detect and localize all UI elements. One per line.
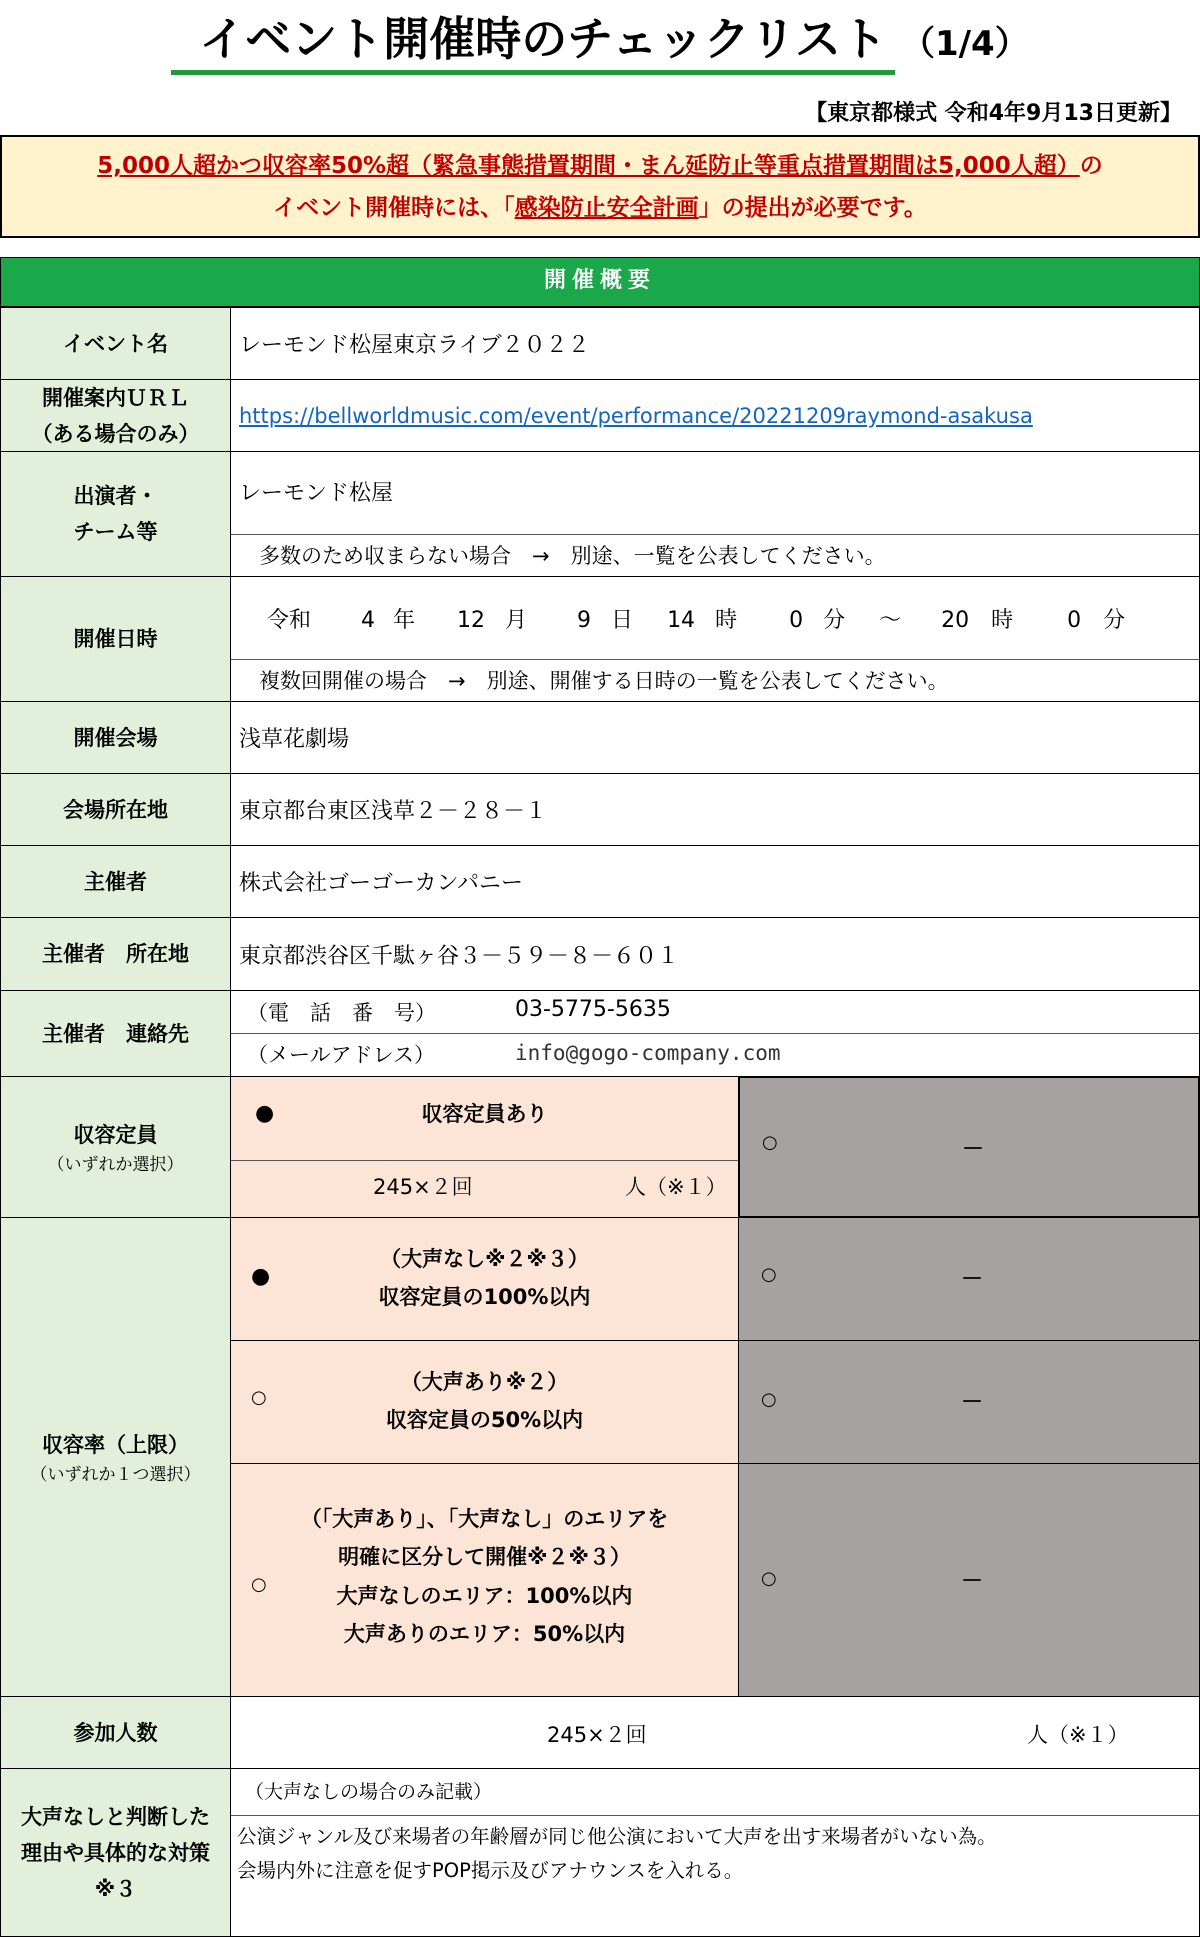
- rate-option-loud[interactable]: [230, 1340, 739, 1464]
- notice-line2-pre: イベント開催時には、「: [273, 195, 515, 221]
- phone-value: 03-5775-5635: [515, 997, 671, 1022]
- label-venue-address: 会場所在地: [0, 773, 231, 846]
- datetime-cell: [230, 576, 1200, 702]
- event-name-value: レーモンド松屋東京ライブ２０２２: [230, 307, 1200, 380]
- radio-icon: ○: [761, 1568, 777, 1589]
- title-text: イベント開催時のチェックリスト: [171, 10, 895, 75]
- venue-address-value: 東京都台東区浅草２－２８－１: [230, 773, 1200, 846]
- radio-icon: ○: [251, 1387, 267, 1408]
- contact-cell: [230, 990, 1200, 1077]
- rate-loud-line1: （大声あり※２）: [400, 1370, 569, 1394]
- updated-label: 【東京都様式 令和4年9月13日更新】: [805, 101, 1182, 126]
- organizer-address-value: 東京都渋谷区千駄ヶ谷３－５９－８－６０１: [230, 917, 1200, 991]
- mail-label: （メールアドレス）: [247, 1043, 435, 1067]
- rate-quiet-dash: －: [961, 1267, 984, 1292]
- rate-option-quiet[interactable]: [230, 1217, 739, 1341]
- performer-value: レーモンド松屋: [239, 481, 394, 506]
- participants-cell: [230, 1696, 1200, 1769]
- rate-mixed-line3: 大声なしのエリア：100%以内: [336, 1584, 633, 1608]
- rate-loud-line2: 収容定員の50%以内: [385, 1408, 584, 1432]
- url-cell: [230, 379, 1200, 452]
- page-indicator: （1/4）: [900, 24, 1029, 64]
- rate-loud-dash: －: [961, 1390, 984, 1415]
- label-capacity: 収容定員 （いずれか選択）: [0, 1076, 231, 1218]
- selected-radio-icon: ●: [251, 1264, 271, 1289]
- radio-icon: ○: [762, 1132, 778, 1153]
- mail-value: info@gogo-company.com: [515, 1041, 781, 1065]
- notice-box: [0, 135, 1200, 238]
- label-event-name: イベント名: [0, 307, 231, 380]
- datetime-note: 複数回開催の場合 → 別途、開催する日時の一覧を公表してください。: [259, 669, 949, 693]
- reason-line2: 会場内外に注意を促すPOP掲示及びアナウンスを入れる。: [237, 1859, 744, 1882]
- label-performer: 出演者・ チーム等: [0, 451, 231, 577]
- datetime-line: 令和 4 年 12 月 9 日 14 時 0 分 ～ 20 時 0 分: [267, 608, 1126, 633]
- capacity-option-other[interactable]: [738, 1076, 1200, 1218]
- reason-note: （大声なしの場合のみ記載）: [245, 1781, 493, 1803]
- radio-icon: ○: [761, 1389, 777, 1410]
- notice-line1-tail: の: [1079, 153, 1103, 179]
- capacity-other-dash: －: [962, 1137, 985, 1162]
- capacity-unit: 人（※１）: [625, 1175, 727, 1199]
- capacity-option-yes[interactable]: [230, 1076, 739, 1218]
- rate-mixed-right: [738, 1463, 1200, 1697]
- label-reason: 大声なしと判断した 理由や具体的な対策 ※３: [0, 1768, 231, 1937]
- label-rate: 収容率（上限） （いずれか１つ選択）: [0, 1217, 231, 1697]
- label-organizer-address: 主催者 所在地: [0, 917, 231, 991]
- rate-mixed-line1: （「大声あり」、「大声なし」のエリアを: [300, 1507, 669, 1531]
- rate-quiet-line2: 収容定員の100%以内: [378, 1285, 591, 1309]
- rate-loud-right: [738, 1340, 1200, 1464]
- page-title: [0, 10, 1200, 75]
- performer-note: 多数のため収まらない場合 → 別途、一覧を公表してください。: [259, 544, 886, 568]
- notice-plan-link[interactable]: 感染防止安全計画: [514, 195, 699, 221]
- event-url-link[interactable]: https://bellworldmusic.com/event/performance/20221209raymond-asakusa: [239, 403, 1033, 428]
- rate-mixed-line2: 明確に区分して開催※２※３）: [338, 1545, 631, 1569]
- rate-quiet-line1: （大声なし※２※３）: [380, 1247, 589, 1271]
- label-participants: 参加人数: [0, 1696, 231, 1769]
- label-contact: 主催者 連絡先: [0, 990, 231, 1077]
- label-datetime: 開催日時: [0, 576, 231, 702]
- rate-mixed-dash: －: [961, 1569, 984, 1594]
- reason-line1: 公演ジャンル及び来場者の年齢層が同じ他公演において大声を出す来場者がいない為。: [237, 1825, 997, 1848]
- label-organizer: 主催者: [0, 845, 231, 918]
- participants-value: 245×２回: [547, 1723, 647, 1747]
- capacity-value: 245×２回: [373, 1175, 473, 1199]
- rate-quiet-right: [738, 1217, 1200, 1341]
- organizer-value: 株式会社ゴーゴーカンパニー: [230, 845, 1200, 918]
- rate-mixed-line4: 大声ありのエリア：50%以内: [343, 1622, 626, 1646]
- participants-unit: 人（※１）: [1027, 1723, 1129, 1747]
- rate-option-mixed[interactable]: [230, 1463, 739, 1697]
- selected-radio-icon: ●: [255, 1101, 275, 1126]
- performer-cell: [230, 451, 1200, 577]
- reason-cell: [230, 1768, 1200, 1937]
- notice-line2-post: 」の提出が必要です。: [698, 195, 927, 221]
- capacity-yes-label: 収容定員あり: [421, 1102, 548, 1126]
- label-url: 開催案内ＵＲＬ （ある場合のみ）: [0, 379, 231, 452]
- section-header: 開催概要: [0, 257, 1200, 307]
- radio-icon: ○: [761, 1264, 777, 1285]
- venue-value: 浅草花劇場: [230, 701, 1200, 774]
- label-venue: 開催会場: [0, 701, 231, 774]
- radio-icon: ○: [251, 1574, 267, 1595]
- notice-line1: 5,000人超かつ収容率50%超（緊急事態措置期間・まん延防止等重点措置期間は5,000人超）: [97, 153, 1080, 179]
- phone-label: （電 話 番 号）: [247, 1001, 436, 1025]
